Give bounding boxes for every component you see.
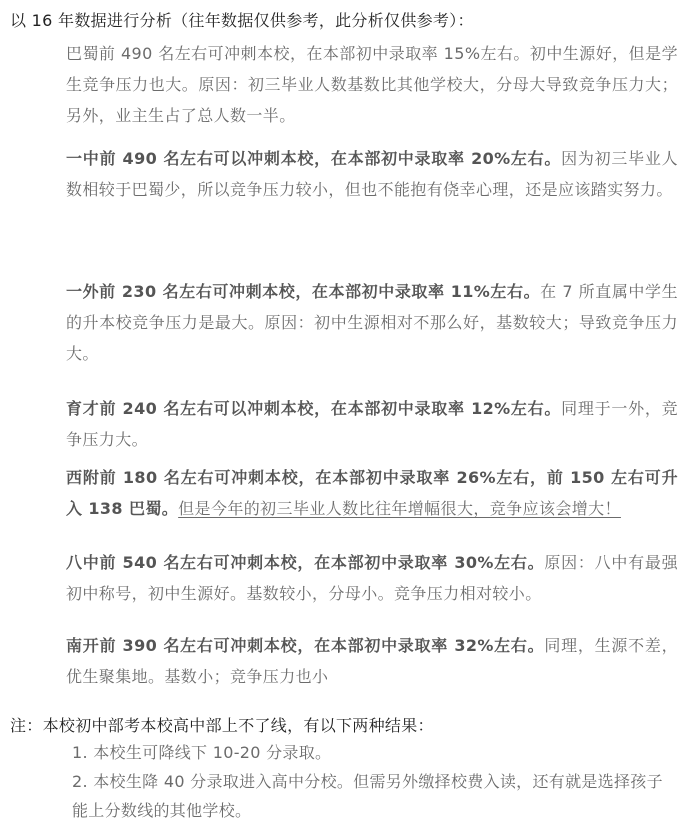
paragraph-bashu xyxy=(66,38,678,131)
paragraph-text: 原因：八中有最强初中称号，初中生源好。基数较小，分母小。竞争压力相对较小。 xyxy=(66,553,678,603)
paragraph-xifu xyxy=(66,462,678,524)
paragraph-underlined-warning: 但是今年的初三毕业人数比往年增幅很大，竞争应该会增大！ xyxy=(178,499,621,518)
paragraph-nankai xyxy=(66,630,678,692)
paragraph-bold: 一外前 230 名左右可冲刺本校，在本部初中录取率 11%左右。 xyxy=(66,282,541,301)
paragraph-text: 因为初三毕业人数相较于巴蜀少，所以竞争压力较小，但也不能抱有侥幸心理，还是应该踏实努力。 xyxy=(66,149,678,199)
paragraph-text: 同理于一外，竞争压力大。 xyxy=(66,399,678,449)
paragraph-yizhong xyxy=(66,143,678,205)
note-title: 注：本校初中部考本校高中部上不了线，有以下两种结果： xyxy=(10,716,434,735)
paragraph-text: 巴蜀前 490 名左右可冲刺本校，在本部初中录取率 15%左右。初中生源好，但是学生竞争压力也大。原因：初三毕业人数基数比其他学校大，分母大导致竞争压力大；另外，业主生占了总人数一半。 xyxy=(66,44,678,125)
paragraph-text: 同理，生源不差，优生聚集地。基数小；竞争压力也小 xyxy=(66,636,678,686)
note-item: 1. 本校生可降线下 10-20 分录取。 xyxy=(72,743,332,762)
paragraph-yucai xyxy=(66,393,678,455)
paragraph-bold: 南开前 390 名左右可冲刺本校，在本部初中录取率 32%左右。 xyxy=(66,636,545,655)
intro-heading: 以 16 年数据进行分析（往年数据仅供参考，此分析仅供参考）： xyxy=(10,11,474,30)
paragraph-bold: 八中前 540 名左右可冲刺本校，在本部初中录取率 30%左右。 xyxy=(66,553,545,572)
paragraph-bold: 一中前 490 名左右可以冲刺本校，在本部初中录取率 20%左右。 xyxy=(66,149,562,168)
paragraph-yiwai xyxy=(66,276,678,369)
paragraph-text: 在 7 所直属中学生的升本校竞争压力是最大。原因：初中生源相对不那么好，基数较大；导致竞争压力大。 xyxy=(66,282,678,363)
paragraph-bold: 育才前 240 名左右可以冲刺本校，在本部初中录取率 12%左右。 xyxy=(66,399,562,418)
note-item: 2. 本校生降 40 分录取进入高中分校。但需另外缴择校费入读，还有就是选择孩子能上分数线的其他学校。 xyxy=(72,772,663,820)
note-list xyxy=(72,738,678,825)
paragraph-bazhong xyxy=(66,547,678,609)
paragraph-bold: 西附前 180 名左右可冲刺本校，在本部初中录取率 26%左右，前 150 左右可升入 138 巴蜀。 xyxy=(66,468,678,518)
